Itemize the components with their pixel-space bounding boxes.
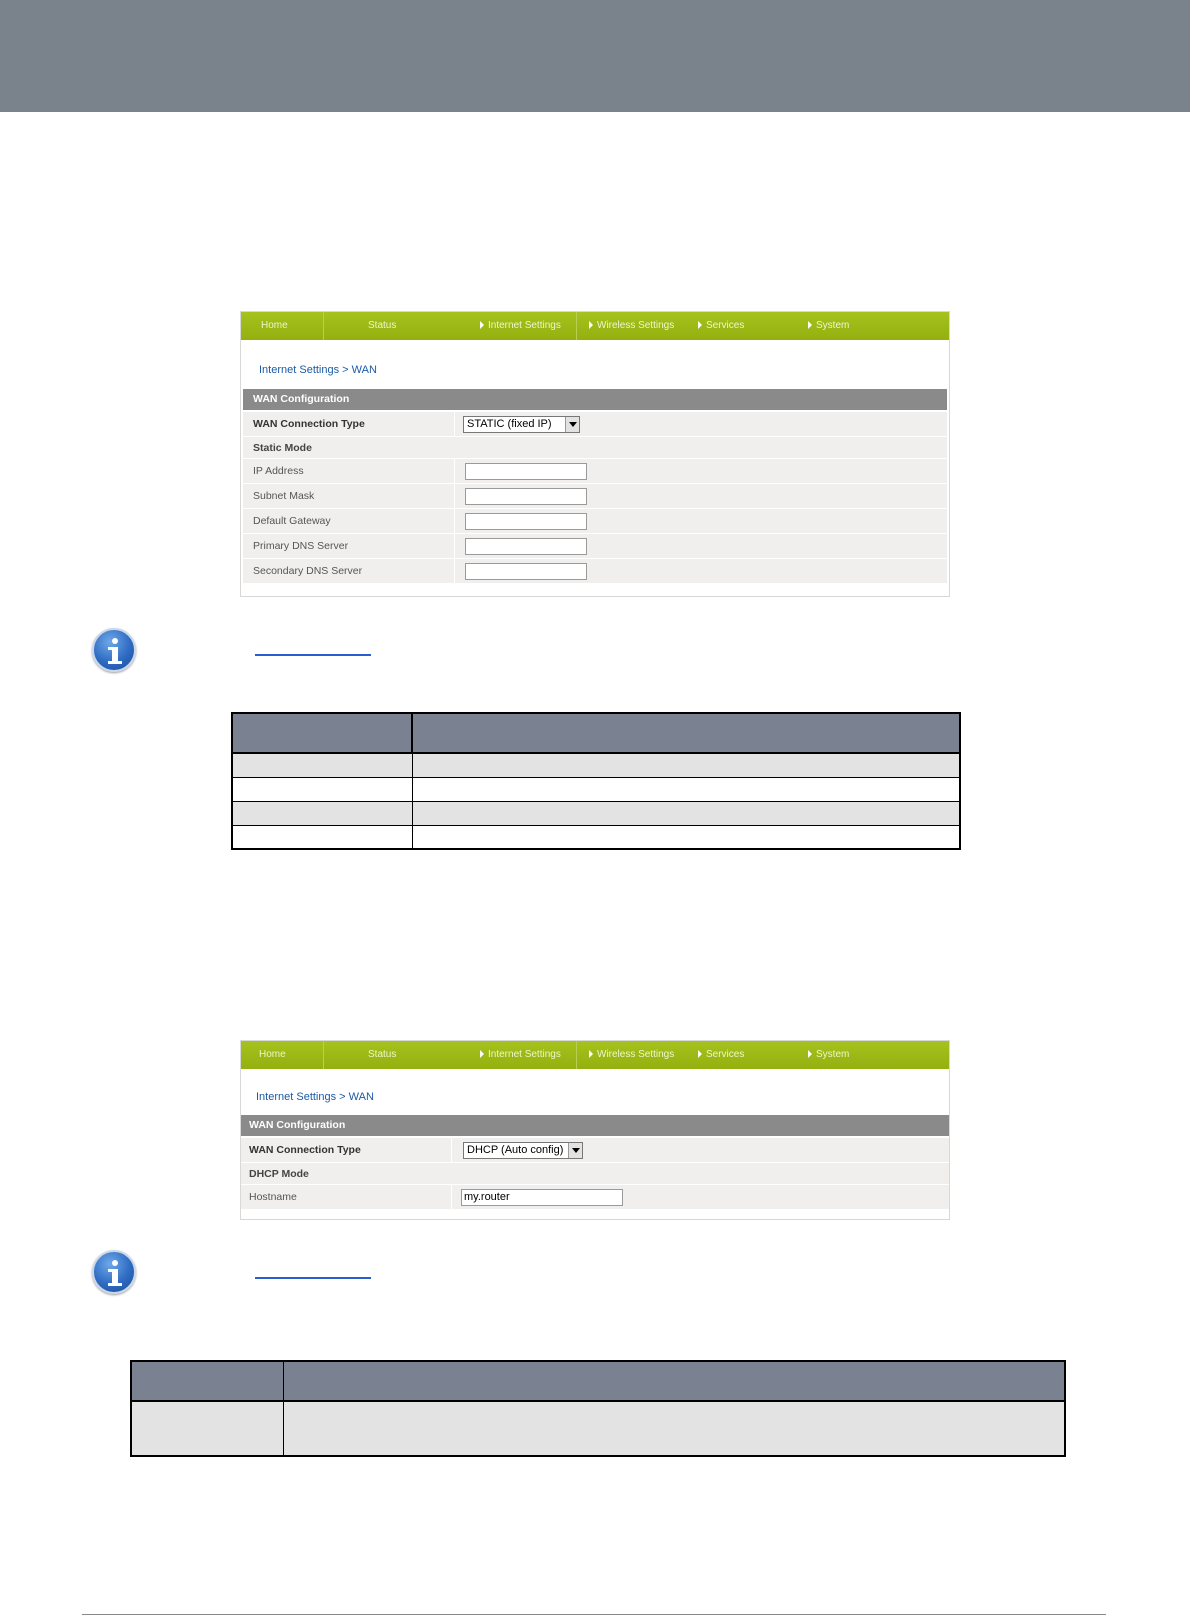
- table-row: [232, 825, 960, 849]
- nav-system-label: System: [816, 320, 850, 331]
- nav-services[interactable]: [686, 312, 796, 340]
- section-title: WAN Configuration: [241, 1115, 949, 1136]
- subnet-mask-label: Subnet Mask: [253, 490, 315, 502]
- table-header-cell: [131, 1361, 283, 1401]
- static-parameters-table: [231, 712, 961, 850]
- field-row: [243, 509, 947, 534]
- top-banner: [0, 0, 1190, 112]
- primary-dns-label: Primary DNS Server: [253, 540, 349, 552]
- connection-type-label: WAN Connection Type: [253, 418, 365, 430]
- arrow-right-icon: [589, 1050, 593, 1058]
- mode-row: [241, 1163, 949, 1185]
- table-row: [131, 1401, 1065, 1456]
- nav-internet-label: Internet Settings: [488, 320, 561, 331]
- nav-status[interactable]: [323, 1041, 468, 1069]
- nav-services-label: Services: [706, 320, 745, 331]
- nav-internet-settings[interactable]: [468, 1041, 576, 1069]
- nav-status-label: Status: [368, 320, 397, 331]
- nav-wireless-settings[interactable]: [576, 312, 686, 340]
- field-row: [243, 559, 947, 584]
- nav-wireless-label: Wireless Settings: [597, 1049, 675, 1060]
- nav-system[interactable]: [796, 312, 916, 340]
- mode-label: DHCP Mode: [249, 1168, 309, 1180]
- arrow-right-icon: [589, 321, 593, 329]
- secondary-dns-label: Secondary DNS Server: [253, 565, 363, 577]
- arrow-right-icon: [480, 321, 484, 329]
- chevron-down-icon[interactable]: [568, 1143, 582, 1158]
- breadcrumb: Internet Settings > WAN: [256, 1091, 374, 1103]
- hostname-value: my.router: [464, 1191, 510, 1203]
- ip-address-label: IP Address: [253, 465, 304, 477]
- table-row: [232, 753, 960, 777]
- top-nav: [241, 1041, 949, 1069]
- connection-type-select[interactable]: [463, 416, 580, 433]
- note-link[interactable]: [255, 1277, 371, 1279]
- nav-home[interactable]: [241, 312, 323, 340]
- nav-status[interactable]: [323, 312, 468, 340]
- arrow-right-icon: [480, 1050, 484, 1058]
- dhcp-wan-screenshot: [240, 1040, 950, 1220]
- nav-system-label: System: [816, 1049, 850, 1060]
- table-row: [232, 801, 960, 825]
- field-row: [243, 534, 947, 559]
- dhcp-parameters-table: [130, 1360, 1066, 1457]
- mode-row: [243, 437, 947, 459]
- note-link[interactable]: [255, 654, 371, 656]
- default-gateway-input[interactable]: [465, 513, 587, 530]
- connection-type-value: DHCP (Auto config): [467, 1144, 564, 1156]
- nav-system[interactable]: [796, 1041, 916, 1069]
- arrow-right-icon: [808, 1050, 812, 1058]
- hostname-label: Hostname: [249, 1191, 297, 1203]
- ip-address-input[interactable]: [465, 463, 587, 480]
- arrow-right-icon: [698, 1050, 702, 1058]
- nav-home-label: Home: [261, 320, 288, 331]
- arrow-right-icon: [808, 321, 812, 329]
- nav-home[interactable]: [241, 1041, 323, 1069]
- info-icon: [92, 628, 136, 672]
- table-header-cell: [412, 713, 960, 753]
- field-row: [243, 484, 947, 509]
- top-nav: [241, 312, 949, 340]
- nav-status-label: Status: [368, 1049, 397, 1060]
- table-header-cell: [283, 1361, 1065, 1401]
- secondary-dns-input[interactable]: [465, 563, 587, 580]
- nav-services-label: Services: [706, 1049, 745, 1060]
- nav-internet-settings[interactable]: [468, 312, 576, 340]
- info-icon: [92, 1250, 136, 1294]
- connection-type-label: WAN Connection Type: [249, 1144, 361, 1156]
- footer-divider: [82, 1614, 1106, 1615]
- nav-services[interactable]: [686, 1041, 796, 1069]
- hostname-row: [241, 1185, 949, 1210]
- chevron-down-icon[interactable]: [565, 417, 579, 432]
- subnet-mask-input[interactable]: [465, 488, 587, 505]
- default-gateway-label: Default Gateway: [253, 515, 331, 527]
- connection-type-row: [243, 412, 947, 437]
- nav-wireless-settings[interactable]: [576, 1041, 686, 1069]
- primary-dns-input[interactable]: [465, 538, 587, 555]
- table-row: [232, 777, 960, 801]
- table-header-cell: [232, 713, 412, 753]
- nav-home-label: Home: [259, 1049, 286, 1060]
- arrow-right-icon: [698, 321, 702, 329]
- hostname-input[interactable]: [461, 1189, 623, 1206]
- field-row: [243, 459, 947, 484]
- breadcrumb: Internet Settings > WAN: [259, 364, 377, 376]
- nav-wireless-label: Wireless Settings: [597, 320, 675, 331]
- static-wan-screenshot: [240, 311, 950, 597]
- connection-type-value: STATIC (fixed IP): [467, 418, 552, 430]
- nav-internet-label: Internet Settings: [488, 1049, 561, 1060]
- section-title: WAN Configuration: [243, 389, 947, 410]
- mode-label: Static Mode: [253, 442, 312, 454]
- connection-type-row: [241, 1138, 949, 1163]
- connection-type-select[interactable]: [463, 1142, 583, 1159]
